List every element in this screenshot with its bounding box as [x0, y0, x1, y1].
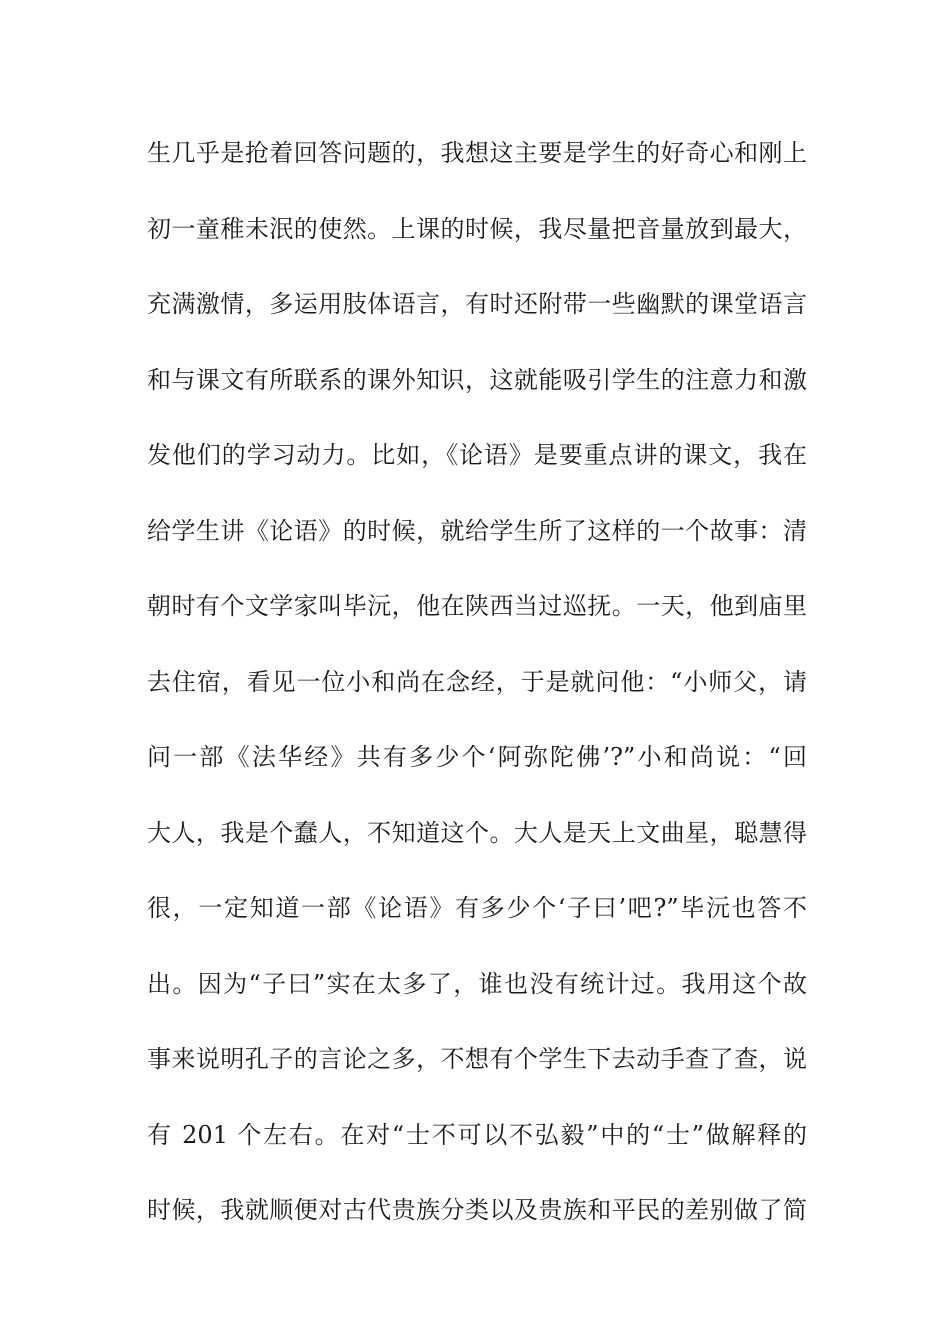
- text-line: 充满激情，多运用肢体语言，有时还附带一些幽默的课堂语言: [147, 290, 807, 318]
- text-line: 有 201 个左右。在对“士不可以不弘毅”中的“士”做解释的: [147, 1120, 807, 1149]
- text-line: 生几乎是抢着回答问题的，我想这主要是学生的好奇心和刚上: [147, 139, 807, 167]
- text-line: 很，一定知道一部《论语》有多少个‘子曰’吧?”毕沅也答不: [147, 894, 807, 922]
- text-line: 和与课文有所联系的课外知识，这就能吸引学生的注意力和激: [147, 365, 807, 394]
- text-line: 出。因为“子曰”实在太多了，谁也没有统计过。我用这个故: [147, 969, 807, 998]
- text-line: 时候，我就顺便对古代贵族分类以及贵族和平民的差别做了简: [147, 1196, 807, 1224]
- body-text: [147, 130, 807, 1263]
- text-line: 初一童稚未泯的使然。上课的时候，我尽量把音量放到最大，: [147, 214, 807, 243]
- text-line: 朝时有个文学家叫毕沅，他在陕西当过巡抚。一天，他到庙里: [147, 592, 807, 620]
- text-line: 发他们的学习动力。比如，《论语》是要重点讲的课文，我在: [147, 441, 807, 469]
- text-line: 给学生讲《论语》的时候，就给学生所了这样的一个故事：清: [147, 516, 807, 545]
- text-line: 去住宿，看见一位小和尚在念经，于是就问他：“小师父，请: [147, 667, 807, 696]
- text-line: 大人，我是个蠢人，不知道这个。大人是天上文曲星，聪慧得: [147, 818, 807, 847]
- text-line: 问一部《法华经》共有多少个‘阿弥陀佛’?”小和尚说：“回: [147, 743, 807, 771]
- text-line: 事来说明孔子的言论之多，不想有个学生下去动手查了查，说: [147, 1045, 807, 1073]
